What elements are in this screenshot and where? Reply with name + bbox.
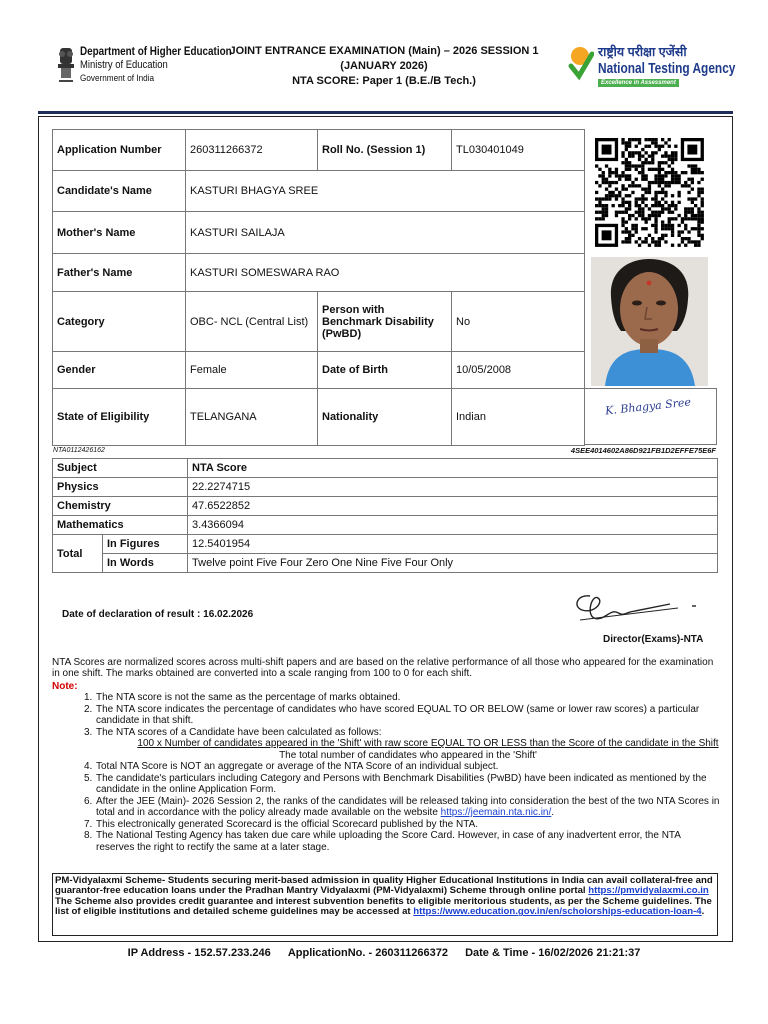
list-item: 5. The candidate's particulars including Category and Persons with Benchmark Disabilities (PwBD) have been indicated as mentioned by the candidate in the online Application Form.: [84, 773, 720, 796]
exam-title: [200, 44, 568, 89]
mother-name-label: Mother's Name: [53, 212, 186, 254]
score-mathematics: 3.4366094: [188, 516, 718, 535]
footer-datetime: Date & Time - 16/02/2026 21:21:37: [465, 947, 641, 959]
list-item: 6. After the JEE (Main)- 2026 Session 2, the ranks of the candidates will be released taking into consideration the best of the two NTA Scores in total and in accordance with the policy already made available on the website https://jeemain.nta.nic.in/.: [84, 795, 720, 818]
formula-denominator: The total number of candidates who appeared in the 'Shift': [279, 749, 537, 761]
category-label: Category: [53, 292, 186, 352]
in-figures-label: In Figures: [103, 535, 188, 554]
list-item: 7. This electronically generated Scorecard is the official Scorecard published by the NTA.: [84, 818, 479, 830]
subject-physics: Physics: [53, 478, 188, 497]
note-6: After the JEE (Main)- 2026 Session 2, the ranks of the candidates will be released taking into consideration the best of the two NTA Scores in total and in accordance with the policy already made available on the website: [96, 795, 720, 818]
nta-logo: [568, 42, 738, 92]
title-line3: NTA SCORE: Paper 1 (B.E./B Tech.): [292, 75, 476, 87]
roll-number-value: TL030401049: [452, 130, 585, 171]
jeemain-link[interactable]: https://jeemain.nta.nic.in/: [440, 807, 552, 818]
pm-text-2: The Scheme also provides credit guarantee and interest subvention benefits to eligible meritorious students, as per the Scheme guidelines. The list of eligible institutions and detailed scheme guidelines may be accessed at: [55, 895, 712, 918]
state-label: State of Eligibility: [53, 389, 186, 446]
mother-name-value: KASTURI SAILAJA: [186, 212, 585, 254]
list-item: 2. The NTA score indicates the percentage of candidates who have scored EQUAL TO OR BELOW (same or lower raw scores) a particular candidate in that shift.: [84, 704, 720, 727]
formula-numerator: 100 x Number of candidates appeared in the 'Shift' with raw score EQUAL TO OR LESS than the Score of the candidate in the Shift: [137, 738, 719, 749]
note-5: The candidate's particulars including Category and Persons with Benchmark Disabilities (PwBD) have been indicated as mentioned by the candidate in the online Application Form.: [96, 772, 707, 795]
declaration-date: Date of declaration of result : 16.02.2026: [62, 609, 254, 620]
state-value: TELANGANA: [186, 389, 318, 446]
list-item: 4. Total NTA Score is NOT an aggregate or average of the NTA Score of an individual subject.: [84, 761, 499, 772]
nta-english-name: National Testing Agency: [598, 61, 736, 77]
director-title: Director(Exams)-NTA: [603, 634, 704, 645]
note-1: The NTA score is not the same as the percentage of marks obtained.: [96, 692, 401, 703]
signature-box: [584, 388, 717, 445]
pm-text-1: PM-Vidyalaxmi Scheme- Students securing merit-based admission in quality Higher Educational Institutions in India can avail collateral-free and guarantor-free education loans under the Pradhan Mantry Vidyalaxmi (PM-Vidyalaxmi) Scheme through online portal: [55, 875, 713, 897]
page-footer: [0, 947, 768, 959]
ip-address: IP Address - 152.57.233.246: [127, 947, 271, 959]
nta-checkmark-icon: [568, 46, 594, 82]
table-row: [53, 516, 718, 535]
father-name-label: Father's Name: [53, 254, 186, 292]
note-2: The NTA score indicates the percentage of candidates who have scored EQUAL TO OR BELOW (same or lower raw scores) a particular candidate in that shift.: [96, 703, 700, 726]
note-7: This electronically generated Scorecard is the official Scorecard published by the NTA.: [96, 818, 479, 830]
roll-number-label: Roll No. (Session 1): [318, 130, 452, 171]
qr-code: [590, 136, 708, 248]
subject-mathematics: Mathematics: [53, 516, 188, 535]
note-4: Total NTA Score is NOT an aggregate or average of the NTA Score of an individual subject.: [96, 761, 499, 772]
nta-hindi-name: राष्ट्रीय परीक्षा एजेंसी: [598, 45, 687, 59]
subject-chemistry: Chemistry: [53, 497, 188, 516]
candidate-photo: [591, 257, 708, 386]
national-emblem-icon: [56, 46, 76, 88]
gender-value: Female: [186, 352, 318, 389]
note-8: The National Testing Agency has taken due care while uploading the Score Card. However, in case of any inadvertent error, the NTA reserves the right to rectify the same at a later stage.: [96, 830, 681, 853]
candidate-name-value: KASTURI BHAGYA SREE: [186, 171, 585, 212]
moe-line1: Department of Higher Education: [80, 46, 232, 58]
footer-application-number: ApplicationNo. - 260311266372: [287, 947, 448, 959]
total-label: Total: [53, 535, 103, 573]
moe-line2: Ministry of Education: [80, 59, 168, 71]
nta-intro-paragraph: NTA Scores are normalized scores across multi-shift papers and are based on the relative performance of all those who appeared for the examination in one shift. The marks obtained are converted into a scale ranging from 100 to 0 for each shift.: [52, 657, 714, 680]
score-table: [52, 458, 718, 573]
pm-vidyalaxmi-box: PM-Vidyalaxmi Scheme- Students securing merit-based admission in quality Higher Educational Institutions in India can avail collateral-free and guarantor-free education loans under the Pradhan Mantry Vidyalaxmi (PM-Vidyalaxmi) Scheme through online portal https://pmvidyalaxmi.co.in The Scheme also provides credit guarantee and interest subvention benefits to eligible meritorious students, as per the Scheme guidelines. The list of eligible institutions and detailed scheme guidelines may be accessed at https://www.education.gov.in/en/scholorships-education-loan-4.: [52, 873, 718, 936]
father-name-value: KASTURI SOMESWARA RAO: [186, 254, 585, 292]
score-chemistry: 47.6522852: [188, 497, 718, 516]
pwbd-label: Person with Benchmark Disability (PwBD): [318, 292, 452, 352]
nta-tagline: Excellence in Assessment: [598, 79, 679, 87]
director-signature: [560, 584, 710, 632]
candidate-name-label: Candidate's Name: [53, 171, 186, 212]
application-number-value: 260311266372: [186, 130, 318, 171]
gender-label: Gender: [53, 352, 186, 389]
moe-line3: Government of India: [80, 73, 155, 84]
nationality-label: Nationality: [318, 389, 452, 446]
candidate-signature: K. Bhagya Sree: [604, 395, 692, 418]
list-item: 8. The National Testing Agency has taken due care while uploading the Score Card. However, in case of any inadvertent error, the NTA reserves the right to rectify the same at a later stage.: [84, 830, 720, 853]
in-words-value: Twelve point Five Four Zero One Nine Five Four Only: [188, 554, 718, 573]
pwbd-value: No: [452, 292, 585, 352]
category-value: OBC- NCL (Central List): [186, 292, 318, 352]
list-item: 1. The NTA score is not the same as the percentage of marks obtained.: [84, 692, 401, 703]
title-line2: (JANUARY 2026): [340, 60, 428, 72]
document-code-left: NTA0112426162: [53, 447, 105, 454]
table-row: [53, 478, 718, 497]
title-line1: JOINT ENTRANCE EXAMINATION (Main) – 2026 SESSION 1: [229, 45, 539, 57]
nationality-value: Indian: [452, 389, 585, 446]
in-figures-value: 12.5401954: [188, 535, 718, 554]
dob-label: Date of Birth: [318, 352, 452, 389]
note-label: Note:: [52, 681, 78, 692]
education-gov-link[interactable]: https://www.education.gov.in/en/scholorships-education-loan-4: [413, 906, 702, 918]
table-row: [53, 497, 718, 516]
score-physics: 22.2274715: [188, 478, 718, 497]
nta-score-header: NTA Score: [188, 459, 718, 478]
notes-list: [84, 692, 720, 853]
list-item: 3. The NTA scores of a Candidate have been calculated as follows: 100 x Number of candidates appeared in the 'Shift' with raw score EQUAL TO OR LESS than the Score of the candidate in the Shift The total number of candidates who appeared in the 'Shift': [84, 726, 719, 761]
candidate-info-table: [52, 129, 585, 446]
document-code-right: 4SEE4014602A86D921FB1D2EFFE75E6F: [570, 446, 716, 455]
subject-header: Subject: [53, 459, 188, 478]
page-header: [0, 0, 768, 114]
note-3: The NTA scores of a Candidate have been calculated as follows:: [96, 726, 382, 738]
in-words-label: In Words: [103, 554, 188, 573]
dob-value: 10/05/2008: [452, 352, 585, 389]
pmvidyalaxmi-link[interactable]: https://pmvidyalaxmi.co.in: [588, 885, 709, 897]
header-divider: [38, 111, 733, 114]
application-number-label: Application Number: [53, 130, 186, 171]
